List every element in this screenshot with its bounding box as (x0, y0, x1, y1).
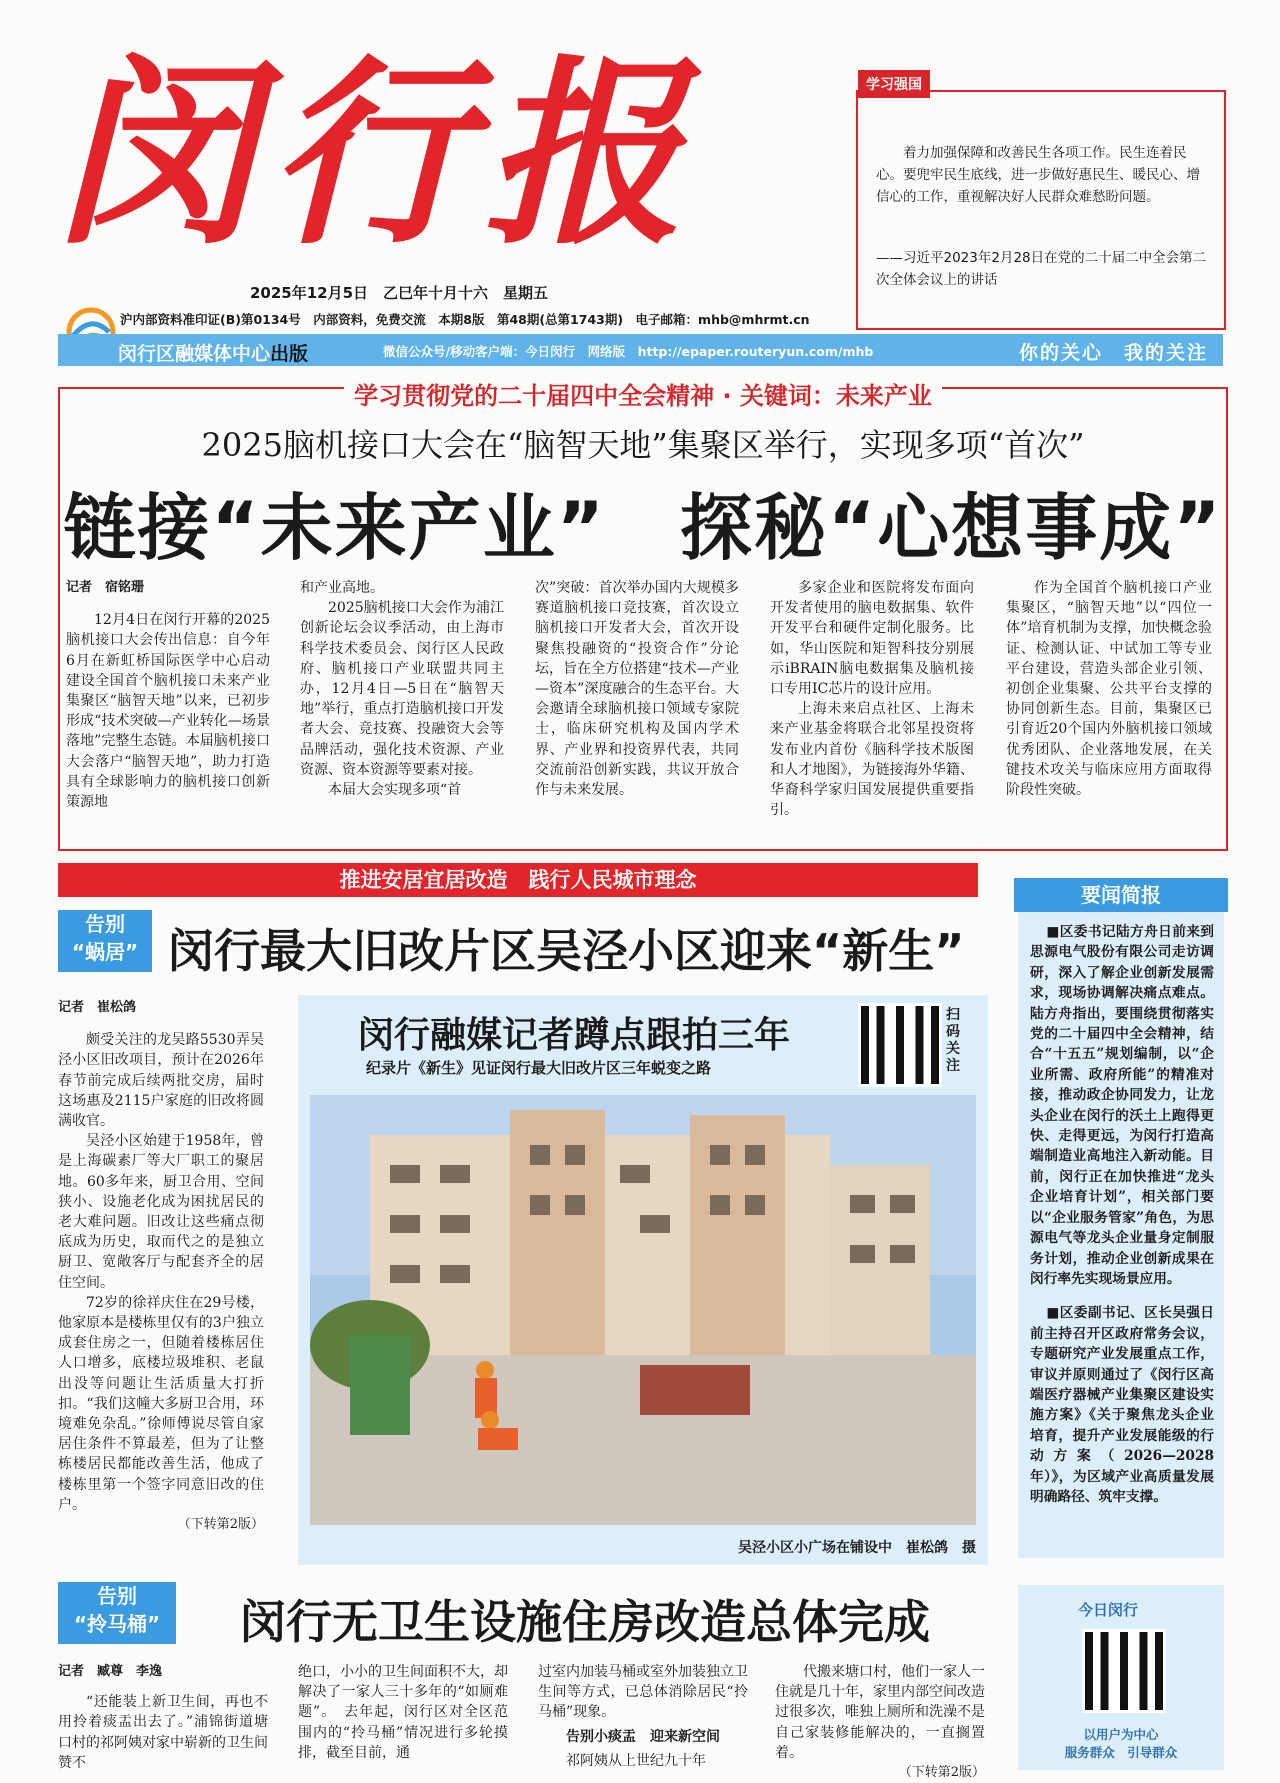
lead-byline: 记者 宿铭珊 (66, 580, 145, 595)
lead-kicker: 学习贯彻党的二十届四中全会精神 · 关键词：未来产业 (58, 376, 1228, 411)
housing-banner: 推进安居宜居改造 践行人民城市理念 (58, 863, 978, 897)
building-photo (310, 1095, 976, 1525)
lead-col-3: 次”突破：首次举办国内大规模多赛道脑机接口竞技赛，首次设立脑机接口开发者大会，首次开设聚焦投融资的“投资合作”分论坛，旨在全方位搭建“技术—产业—资本”深度融合的生态平台。大会邀请全球脑机接口领域专家院士，临床研究机构及国内学术界、产业界和投资界代表，共同交流前沿创新实践，共议开放合作与未来发展。 (535, 580, 739, 799)
lead-headline: 链接“未来产业” 探秘“心想事成” (63, 486, 1223, 570)
publisher-bar (58, 334, 1223, 366)
housing-tag: 告别 “蜗居” (58, 910, 152, 972)
app-qr-code[interactable] (1082, 1629, 1166, 1713)
xxqg-badge: 学习强国 (858, 70, 930, 98)
toilet-col-2: 绝口，小小的卫生间面积不大，却解决了一家人三十多年的“如厕难题”。 去年起，闵行区对全区范围内的“拎马桶”情况进行多轮摸排，截至目前，通 (298, 1664, 508, 1761)
app-brand: 今日闵行 (1078, 1601, 1139, 1619)
housing-headline: 闵行最大旧改片区吴泾小区迎来“新生” (168, 924, 965, 978)
photo-subtitle: 纪录片《新生》见证闵行最大旧改片区三年蜕变之路 (366, 1059, 712, 1077)
toilet-col-4: 代搬来塘口村，他们一家人一住就是几十年，家里内部空间改造过很多次，唯独上厕所和洗澡不是自己家装修能解决的，一直搁置着。 （下转第2版） (775, 1664, 985, 1781)
toilet-col-3: 过室内加装马桶或室外加装独立卫生间等方式，已总体消除居民“拎马桶”现象。 告别小痰盂 迎来新空间 祁阿姨从上世纪九十年 (538, 1664, 748, 1769)
scan-label: 扫码关注 (946, 1007, 960, 1074)
lead-col-1: 记者 宿铭珊 12月4日在闵行开幕的2025脑机接口大会传出信息：自今年6月在新虹桥国际医学中心启动建设全国首个脑机接口未来产业集聚区“脑智天地”以来，已初步形成“技术突破—产业转化—场景落地”完整生态链。本届脑机接口大会落户“脑智天地”，助力打造具有全球影响力的脑机接口创新策源地 (66, 580, 270, 811)
photo-caption: 吴泾小区小广场在铺设中 崔松鸽 摄 (738, 1540, 976, 1556)
qr-code[interactable] (858, 1003, 942, 1087)
xxqg-quote-box (856, 77, 1226, 330)
housing-byline: 记者 崔松鸽 (58, 1000, 137, 1015)
news-briefs (1018, 878, 1224, 1558)
briefs-title: 要闻简报 (1014, 878, 1228, 912)
toilet-tag: 告别 “拎马桶” (58, 1582, 176, 1644)
toilet-headline: 闵行无卫生设施住房改造总体完成 (240, 1595, 930, 1649)
housing-column: 记者 崔松鸽 颇受关注的龙吴路5530弄吴泾小区旧改项目，预计在2026年春节前完成后续两批交房，届时这场惠及2115户家庭的旧改将圆满收官。 吴泾小区始建于1958年，曾是上海碳素厂等大厂职工的聚居地。60多年来，厨卫合用、空间狭小、设施老化成为困扰居民的老大难问题。旧改让这些痛点彻底成为历史，取而代之的是独立厨卫、宽敞客厅与配套齐全的居住空间。 72岁的徐祥庆住在29号楼，他家原本是楼栋里仅有的3户独立成套住房之一，但随着楼栋居住人口增多，底楼垃圾堆积、老鼠出没等问题让生活质量大打折扣。“我们这幢大多厨卫合用，环境难免杂乱。”徐师傅说尽管自家居住条件不算最差，但为了让整栋楼居民都能改善生活，他成了楼栋里第一个签字同意旧改的住户。 （下转第2版） (58, 1000, 264, 1533)
masthead-title: 闵行报 (55, 37, 698, 272)
wechat-info: 微信公众号/移动客户端：今日闵行 网络版 http://epaper.routeryun.com/mhb (383, 344, 874, 359)
app-promo: 今日闵行 以用户为中心 服务群众 引导群众 (1018, 1585, 1224, 1770)
registration-info: 沪内部资料准印证(B)第0134号 内部资料，免费交流 本期8版 第48期(总第1743期) 电子邮箱：mhb@mhrmt.cn (120, 312, 810, 327)
dateline: 2025年12月5日 乙巳年十月十六 星期五 (250, 284, 549, 302)
brief-item: ■区委书记陆方舟日前来到思源电气股份有限公司走访调研，深入了解企业创新发展需求，现场协调解决痛点难点。陆方舟指出，要围绕贯彻落实党的二十届四中全会精神，结合“十五五”规划编制，以“企业所需、政府所能”的精准对接，推动政企协同发力，让龙头企业在闵行的沃土上跑得更快、走得更远，为闵行打造高端制造业高地注入新动能。目前，闵行正在加快推进“龙头企业培育计划”，相关部门要以“企业服务管家”角色，为思源电气等龙头企业量身定制服务计划，推动企业创新成果在闵行率先实现场景应用。 (1030, 924, 1214, 1287)
slogan: 你的关心 我的关注 (1018, 342, 1208, 364)
brief-item: ■区委副书记、区长吴强日前主持召开区政府常务会议，专题研究产业发展重点工作，审议并原则通过了《闵行区高端医疗器械产业集聚区建设实施方案》《关于聚焦龙头企业培育，提升产业发展能级的行动方案（2026—2028年）》，为区域产业高质量发展明确路径、筑牢支撑。 (1030, 1305, 1214, 1505)
xxqg-source: ——习近平2023年2月28日在党的二十届二中全会第二次全体会议上的讲话 (876, 250, 1207, 288)
photo-title: 闵行融媒记者蹲点跟拍三年 (358, 1014, 791, 1056)
publisher-name: 闵行区融媒体中心出版 (118, 343, 309, 365)
lead-subhead: 2025脑机接口大会在“脑智天地”集聚区举行，实现多项“首次” (201, 426, 1085, 464)
lead-col-4: 多家企业和医院将发布面向开发者使用的脑电数据集、软件开发平台和硬件定制化服务。比如，华山医院和矩智科技分别展示iBRAIN脑电数据集及脑机接口专用IC芯片的设计应用。 上海未来启点社区、上海未来产业基金将联合北邻星投资将发布业内首份《脑科学技术版图和人才地图》，为链接海外华籍、华裔科学家归国发展提供重要指引。 (770, 580, 974, 819)
documentary-photo-box (298, 995, 988, 1565)
lead-col-2: 和产业高地。 2025脑机接口大会作为浦江创新论坛会议季活动，由上海市科学技术委员会、闵行区人民政府、脑机接口产业联盟共同主办，12月4日—5日在“脑智天地”举行，重点打造脑机接口开发者大会、竞技赛、投融资大会等品牌活动，强化技术资源、产业资源、资本资源等要素对接。 本届大会实现多项“首 (300, 580, 504, 799)
lead-col-5: 作为全国首个脑机接口产业集聚区，“脑智天地”以“四位一体”培育机制为支撑，加快概念验证、检测认证、中试加工等专业平台建设，营造头部企业引领、初创企业集聚、公共平台支撑的协同创新生态。目前，集聚区已引育近20个国内外脑机接口领域优秀团队、企业落地发展，在关键技术攻关与临床应用方面取得阶段性突破。 (1006, 580, 1212, 799)
toilet-byline: 记者 臧尊 李逸 (58, 1664, 163, 1679)
toilet-col-1: 记者 臧尊 李逸 “还能装上新卫生间，再也不用拎着痰盂出去了。”浦锦街道塘口村的祁阿姨对家中崭新的卫生间赞不 (58, 1664, 268, 1771)
xxqg-quote: 着力加强保障和改善民生各项工作。民生连着民心。要兜牢民生底线，进一步做好惠民生、暖民心、增信心的工作，重视解决好人民群众难愁盼问题。 (876, 145, 1200, 205)
